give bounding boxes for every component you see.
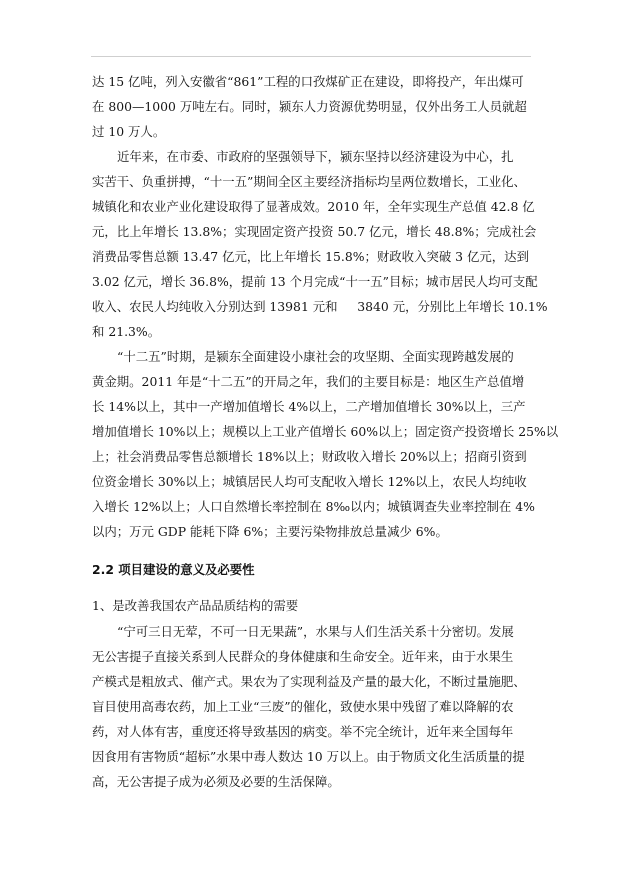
text-line: 元，比上年增长 13.8%；实现固定资产投资 50.7 亿元，增长 48.8%；完成社会 <box>92 224 537 239</box>
text-line: 消费品零售总额 13.47 亿元，比上年增长 15.8%；财政收入突破 3 亿元，达到 <box>92 249 529 264</box>
header-rule <box>91 56 531 57</box>
text-line: 入增长 12%以上；人口自然增长率控制在 8‰以内；城镇调查失业率控制在 4% <box>92 499 535 514</box>
text-line: 上；社会消费品零售总额增长 18%以上；财政收入增长 20%以上；招商引资到 <box>92 449 527 464</box>
text-line: 盲目使用高毒农药，加上工业“三废”的催化，致使水果中残留了难以降解的农 <box>92 699 514 714</box>
text-line: 因食用有害物质“超标”水果中毒人数达 10 万以上。由于物质文化生活质量的提 <box>92 749 525 764</box>
text-line: 增加值增长 10%以上；规模以上工业产值增长 60%以上；固定资产投资增长 25%以 <box>92 424 559 439</box>
text-line: 达 15 亿吨，列入安徽省“861”工程的口孜煤矿正在建设，即将投产，年出煤可 <box>92 74 524 89</box>
text-line: 长 14%以上，其中一产增加值增长 4%以上，二产增加值增长 30%以上，三产 <box>92 399 526 414</box>
text-line: 在 800—1000 万吨左右。同时，颍东人力资源优势明显，仅外出务工人员就超 <box>92 99 527 114</box>
text-line: 产模式是粗放式、催产式。果农为了实现利益及产量的最大化，不断过量施肥、 <box>92 674 526 689</box>
text-line: 位资金增长 30%以上；城镇居民人均可支配收入增长 12%以上，农民人均纯收 <box>92 474 527 489</box>
text-line: “十二五”时期，是颍东全面建设小康社会的攻坚期、全面实现跨越发展的 <box>117 349 514 364</box>
text-line: 城镇化和农业产业化建设取得了显著成效。2010 年，全年实现生产总值 42.8 亿 <box>92 199 535 214</box>
text-line: 无公害提子直接关系到人民群众的身体健康和生命安全。近年来，由于水果生 <box>92 649 514 664</box>
text-line: “宁可三日无荤，不可一日无果蔬”，水果与人们生活关系十分密切。发展 <box>117 624 514 639</box>
text-line: 黄金期。2011 年是“十二五”的开局之年，我们的主要目标是：地区生产总值增 <box>92 374 525 389</box>
text-line: 近年来，在市委、市政府的坚强领导下，颍东坚持以经济建设为中心，扎 <box>117 149 514 164</box>
text-line: 以内；万元 GDP 能耗下降 6%；主要污染物排放总量减少 6%。 <box>92 524 448 539</box>
text-line: 高，无公害提子成为必须及必要的生活保障。 <box>92 774 340 789</box>
text-line: 过 10 万人。 <box>92 124 166 139</box>
text-line: 收入、农民人均纯收入分别达到 13981 元和 3840 元，分别比上年增长 10.1% <box>92 299 548 314</box>
section-heading: 2.2 项目建设的意义及必要性 <box>92 562 255 577</box>
text-line: 药，对人体有害，重度还将导致基因的病变。举不完全统计，近年来全国每年 <box>92 724 514 739</box>
subheading: 1、是改善我国农产品品质结构的需要 <box>92 598 299 613</box>
text-line: 3.02 亿元，增长 36.8%，提前 13 个月完成“十一五”目标；城市居民人均可支配 <box>92 274 538 289</box>
text-line: 实苦干、负重拼搏，“十一五”期间全区主要经济指标均呈两位数增长，工业化、 <box>92 174 526 189</box>
text-line: 和 21.3%。 <box>92 324 161 339</box>
